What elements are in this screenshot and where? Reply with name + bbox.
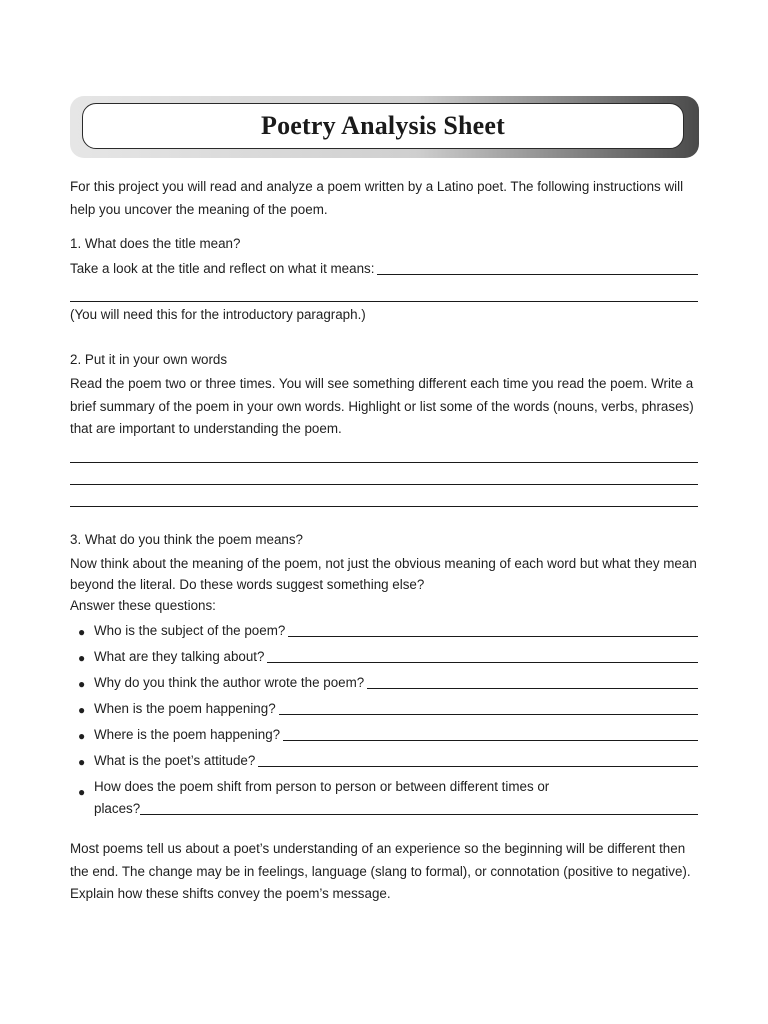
bullet-icon: ● <box>78 785 86 799</box>
list-item <box>70 776 698 820</box>
list-item <box>70 720 698 746</box>
bullet-icon: ● <box>78 729 86 743</box>
bullet-icon: ● <box>78 703 86 717</box>
section2-body: Read the poem two or three times. You will see something different each time you read the poem. Write a brief summary of the poem in your own words. Highlight or list some of the words (nouns, verbs, phrases) that are important to understanding the poem. <box>70 376 694 436</box>
intro-paragraph: For this project you will read and analyze a poem written by a Latino poet. The following instructions will help you uncover the meaning of the poem. <box>70 179 684 217</box>
title-banner <box>70 96 699 158</box>
section3-heading: 3. What do you think the poem means? <box>70 531 303 547</box>
bullet-icon: ● <box>78 677 86 691</box>
closing-paragraph: Most poems tell us about a poet’s understanding of an experience so the beginning will be different then the end. The change may be in feelings, language (slang to formal), or connotation (positive to negative). Explain how these shifts convey the poem’s message. <box>70 841 691 901</box>
list-item <box>70 616 698 642</box>
page-title: Poetry Analysis Sheet <box>261 111 505 140</box>
question-text: Where is the poem happening? <box>94 726 281 742</box>
question-text-line-1: How does the poem shift from person to person or between different times or <box>94 779 550 794</box>
section1-note: (You will need this for the introductory paragraph.) <box>70 307 366 322</box>
list-item <box>70 642 698 668</box>
title-meaning-row <box>70 258 698 281</box>
question-answer-line[interactable] <box>279 713 698 715</box>
question-answer-line[interactable] <box>283 739 698 741</box>
question-row-2 <box>94 798 698 820</box>
question-answer-line[interactable] <box>367 687 698 689</box>
title-box <box>82 103 684 149</box>
bullet-icon: ● <box>78 625 86 639</box>
question-answer-line[interactable] <box>267 661 698 663</box>
question-text: Who is the subject of the poem? <box>94 622 286 638</box>
summary-answer-line-2[interactable] <box>70 463 698 485</box>
question-answer-line[interactable] <box>140 813 698 815</box>
question-answer-line[interactable] <box>258 765 698 767</box>
question-text: When is the poem happening? <box>94 700 276 716</box>
bullet-icon: ● <box>78 755 86 769</box>
bullet-icon: ● <box>78 651 86 665</box>
question-answer-line[interactable] <box>288 635 698 637</box>
list-item <box>70 668 698 694</box>
section1-prompt: Take a look at the title and reflect on what it means: <box>70 260 375 276</box>
section1-heading: 1. What does the title mean? <box>70 236 241 251</box>
worksheet-body <box>70 176 698 906</box>
list-item <box>70 746 698 772</box>
question-list <box>70 616 698 820</box>
summary-answer-line-3[interactable] <box>70 485 698 507</box>
title-meaning-answer-line[interactable] <box>377 273 698 275</box>
summary-answer-line-1[interactable] <box>70 441 698 463</box>
question-text-line-2: places? <box>94 801 141 816</box>
list-item <box>70 694 698 720</box>
question-text: Why do you think the author wrote the poem? <box>94 674 365 690</box>
section3-lead: Answer these questions: <box>70 598 216 613</box>
section3-body: Now think about the meaning of the poem, not just the obvious meaning of each word but what they mean beyond the literal. Do these words suggest something else? <box>70 556 697 592</box>
title-meaning-answer-line-2[interactable] <box>70 280 698 302</box>
question-text: What are they talking about? <box>94 648 265 664</box>
section2-heading: 2. Put it in your own words <box>70 351 228 367</box>
question-text: What is the poet’s attitude? <box>94 752 256 768</box>
